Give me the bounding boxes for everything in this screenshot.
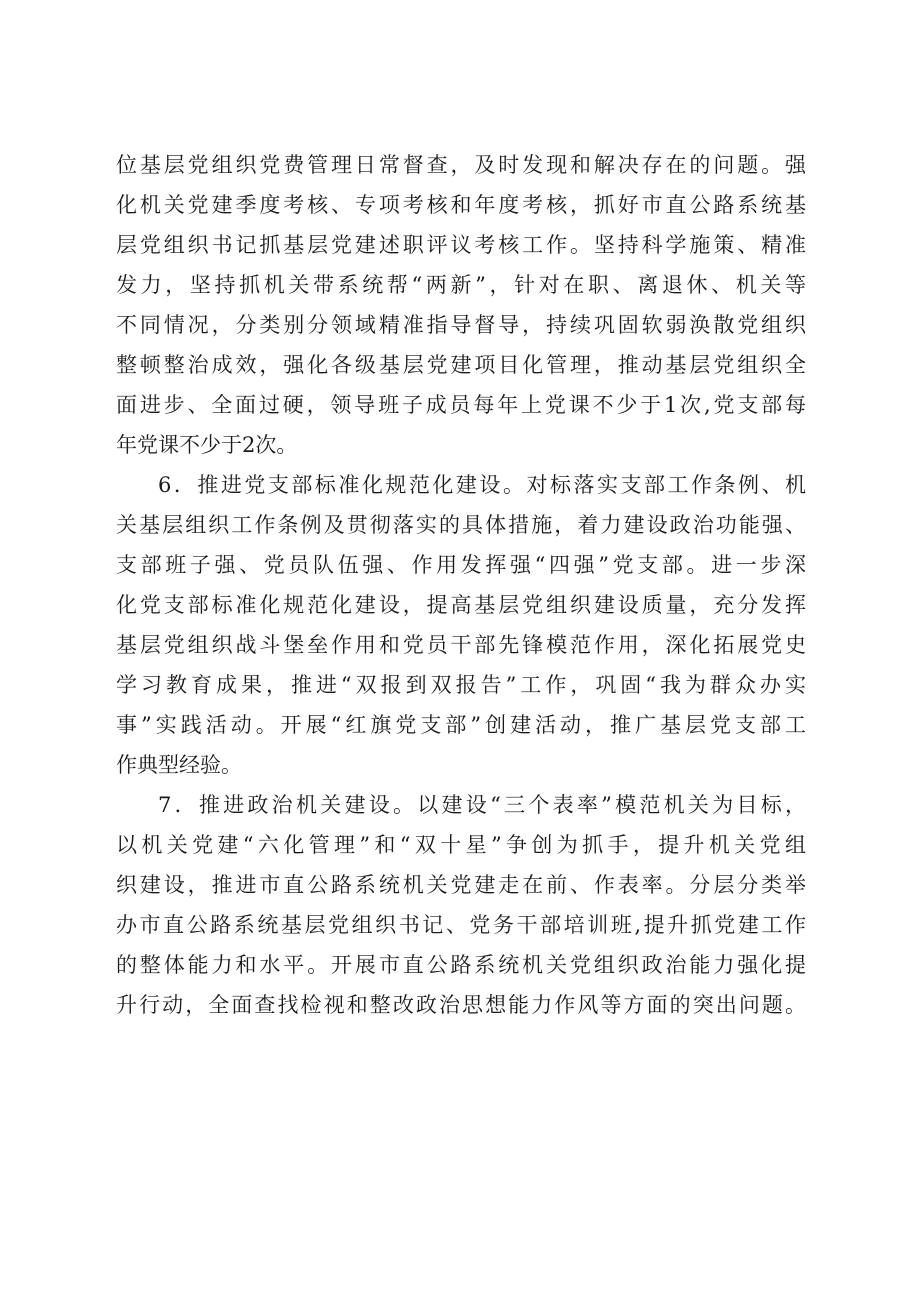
text-line: 的整体能力和水平。开展市直公路系统机关党组织政治能力强化提 bbox=[116, 953, 806, 977]
paragraph bbox=[116, 145, 806, 465]
text-line: 整顿整治成效，强化各级基层党建项目化管理，推动基层党组织全 bbox=[116, 353, 806, 377]
text-line: 织建设，推进市直公路系统机关党建走在前、作表率。分层分类举 bbox=[116, 873, 806, 897]
document-body bbox=[116, 145, 806, 1025]
text-line: 面进步、全面过硬，领导班子成员每年上党课不少于1次,党支部每 bbox=[116, 393, 806, 417]
text-line: 事”实践活动。开展“红旗党支部”创建活动，推广基层党支部工 bbox=[116, 713, 806, 737]
text-line: 基层党组织战斗堡垒作用和党员干部先锋模范作用，深化拓展党史 bbox=[116, 633, 806, 657]
text-line: 关基层组织工作条例及贯彻落实的具体措施，着力建设政治功能强、 bbox=[116, 513, 806, 537]
text-line: 层党组织书记抓基层党建述职评议考核工作。坚持科学施策、精准 bbox=[116, 233, 806, 257]
paragraph bbox=[116, 785, 806, 1025]
text-line: 化机关党建季度考核、专项考核和年度考核，抓好市直公路系统基 bbox=[116, 193, 806, 217]
text-line: 6．推进党支部标准化规范化建设。对标落实支部工作条例、机 bbox=[158, 473, 806, 497]
text-line: 以机关党建“六化管理”和“双十星”争创为抓手，提升机关党组 bbox=[116, 833, 806, 857]
text-line: 学习教育成果，推进“双报到双报告”工作，巩固“我为群众办实 bbox=[116, 673, 806, 697]
text-line: 发力，坚持抓机关带系统帮“两新”，针对在职、离退休、机关等 bbox=[116, 273, 806, 297]
text-line: 支部班子强、党员队伍强、作用发挥强“四强”党支部。进一步深 bbox=[116, 553, 806, 577]
text-line: 化党支部标准化规范化建设，提高基层党组织建设质量，充分发挥 bbox=[116, 593, 806, 617]
text-line: 不同情况，分类别分领域精准指导督导，持续巩固软弱涣散党组织 bbox=[116, 313, 806, 337]
text-line: 升行动，全面查找检视和整改政治思想能力作风等方面的突出问题。 bbox=[116, 993, 806, 1017]
text-line: 年党课不少于2次。 bbox=[116, 433, 298, 457]
text-line: 办市直公路系统基层党组织书记、党务干部培训班,提升抓党建工作 bbox=[116, 913, 806, 937]
paragraph bbox=[116, 465, 806, 785]
text-line: 位基层党组织党费管理日常督查，及时发现和解决存在的问题。强 bbox=[116, 153, 806, 177]
text-line: 作典型经验。 bbox=[116, 753, 242, 777]
text-line: 7．推进政治机关建设。以建设“三个表率”模范机关为目标， bbox=[158, 793, 806, 817]
